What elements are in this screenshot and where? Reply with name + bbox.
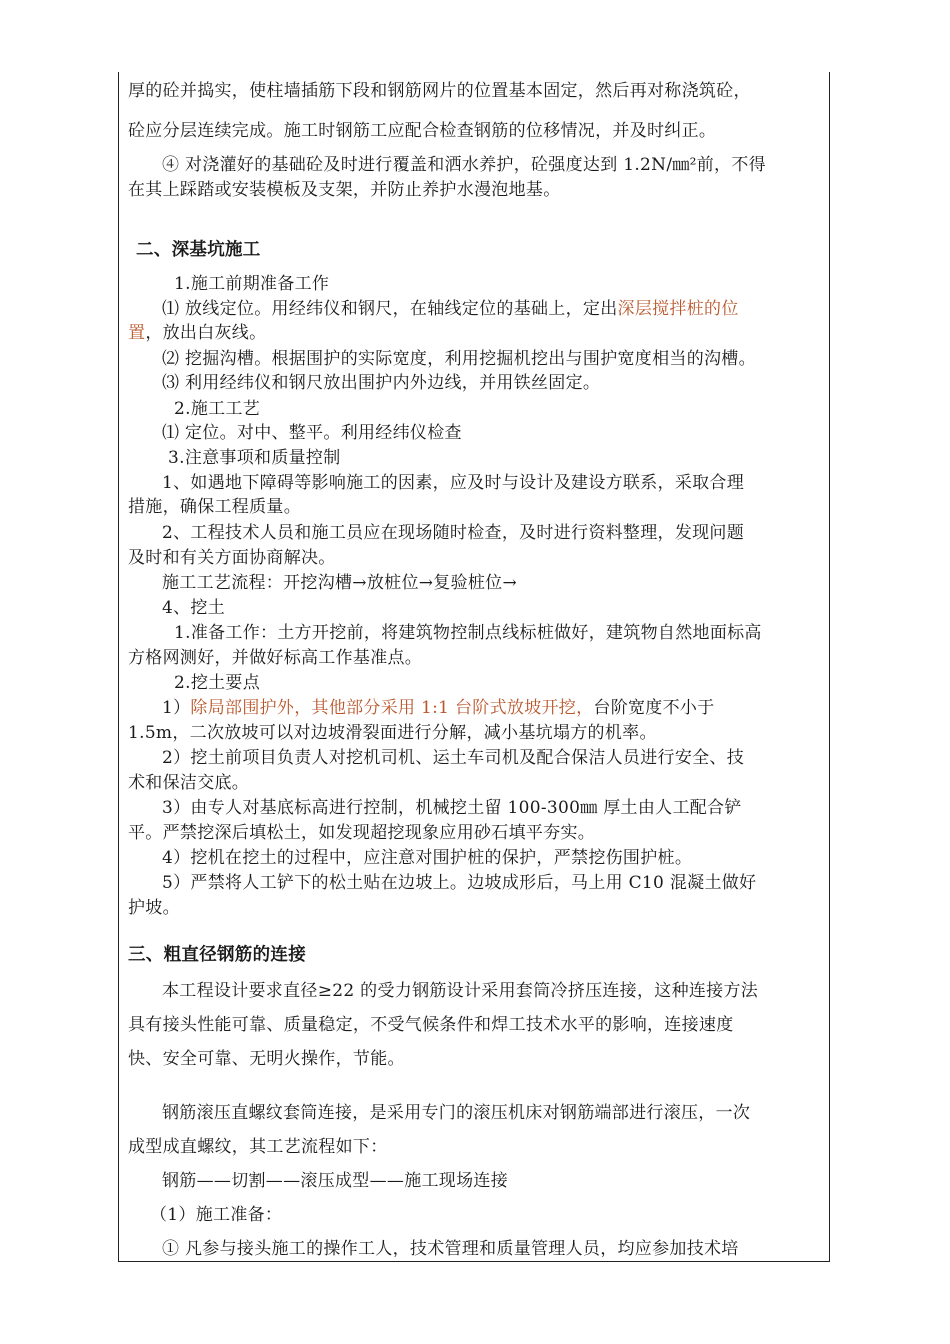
highlighted-text: 置 — [128, 323, 146, 343]
text-line: 5）严禁将人工铲下的松土贴在边坡上。边坡成形后，马上用 C10 混凝土做好 — [162, 873, 757, 893]
text-line: 2、工程技术人员和施工员应在现场随时检查，及时进行资料整理，发现问题 — [162, 523, 745, 543]
text-line: 快、安全可靠、无明火操作，节能。 — [128, 1049, 405, 1069]
text-line: 钢筋滚压直螺纹套筒连接，是采用专门的滚压机床对钢筋端部进行滚压，一次 — [162, 1103, 751, 1123]
text-line: 成型成直螺纹，其工艺流程如下： — [128, 1137, 388, 1157]
text-line: 1.准备工作：土方开挖前，将建筑物控制点线标桩做好，建筑物自然地面标高 — [174, 623, 762, 643]
text-line: 术和保洁交底。 — [128, 773, 250, 793]
text-line: 1、如遇地下障碍等影响施工的因素，应及时与设计及建设方联系，采取合理 — [162, 473, 745, 493]
text-line: 置，放出白灰线。 — [128, 323, 267, 343]
text-line: 3.注意事项和质量控制 — [168, 448, 341, 468]
text-line: ⑵ 挖掘沟槽。根据围护的实际宽度，利用挖掘机挖出与围护宽度相当的沟槽。 — [162, 349, 756, 369]
section-heading: 二、深基坑施工 — [136, 240, 261, 260]
text-line: 钢筋——切割——滚压成型——施工现场连接 — [162, 1171, 508, 1191]
text-line: 本工程设计要求直径≥22 的受力钢筋设计采用套筒冷挤压连接，这种连接方法 — [162, 981, 759, 1001]
text-line: ⑶ 利用经纬仪和钢尺放出围护内外边线，并用铁丝固定。 — [162, 373, 601, 393]
text-line: 1）除局部围护外，其他部分采用 1:1 台阶式放坡开挖，台阶宽度不小于 — [162, 698, 715, 718]
text-line: 1.施工前期准备工作 — [174, 274, 330, 294]
text-line: ⑴ 放线定位。用经纬仪和钢尺，在轴线定位的基础上，定出深层搅拌桩的位 — [162, 299, 739, 319]
text-line: ⑴ 定位。对中、整平。利用经纬仪检查 — [162, 423, 462, 443]
text-line: ④ 对浇灌好的基础砼及时进行覆盖和洒水养护，砼强度达到 1.2N/㎜²前，不得 — [162, 155, 766, 175]
text-line: 4）挖机在挖土的过程中，应注意对围护桩的保护，严禁挖伤围护桩。 — [162, 848, 693, 868]
text-line: 方格网测好，并做好标高工作基准点。 — [128, 648, 423, 668]
text-line: 具有接头性能可靠、质量稳定，不受气候条件和焊工技术水平的影响，连接速度 — [128, 1015, 734, 1035]
highlighted-text: 除局部围护外，其他部分采用 1:1 台阶式放坡开挖， — [190, 698, 594, 718]
text-line: 2.施工工艺 — [174, 399, 261, 419]
text-line: 施工工艺流程：开挖沟槽→放桩位→复验桩位→ — [162, 573, 518, 593]
text-line: 厚的砼并捣实，使柱墙插筋下段和钢筋网片的位置基本固定，然后再对称浇筑砼， — [128, 81, 751, 101]
text-line: 2）挖土前项目负责人对挖机司机、运土车司机及配合保洁人员进行安全、技 — [162, 748, 745, 768]
highlighted-text: 深层搅拌桩的位 — [617, 299, 739, 319]
text-line: 4、挖土 — [162, 598, 226, 618]
text-line: 护坡。 — [128, 898, 180, 918]
text-line: 3）由专人对基底标高进行控制，机械挖土留 100-300㎜ 厚土由人工配合铲 — [162, 798, 742, 818]
document-body — [128, 72, 822, 1257]
text-line: （1）施工准备： — [150, 1205, 283, 1225]
text-line: 1.5m，二次放坡可以对边坡滑裂面进行分解，减小基坑塌方的机率。 — [128, 723, 657, 743]
text-line: 在其上踩踏或安装模板及支架，并防止养护水漫泡地基。 — [128, 180, 561, 200]
text-line: ① 凡参与接头施工的操作工人，技术管理和质量管理人员，均应参加技术培 — [162, 1239, 739, 1257]
text-line: 措施，确保工程质量。 — [128, 497, 301, 517]
text-line: 2.挖土要点 — [174, 673, 261, 693]
text-line: 砼应分层连续完成。施工时钢筋工应配合检查钢筋的位移情况，并及时纠正。 — [128, 121, 717, 141]
text-line: 平。严禁挖深后填松土，如发现超挖现象应用砂石填平夯实。 — [128, 823, 596, 843]
section-heading: 三、粗直径钢筋的连接 — [128, 945, 306, 965]
text-line: 及时和有关方面协商解决。 — [128, 548, 336, 568]
